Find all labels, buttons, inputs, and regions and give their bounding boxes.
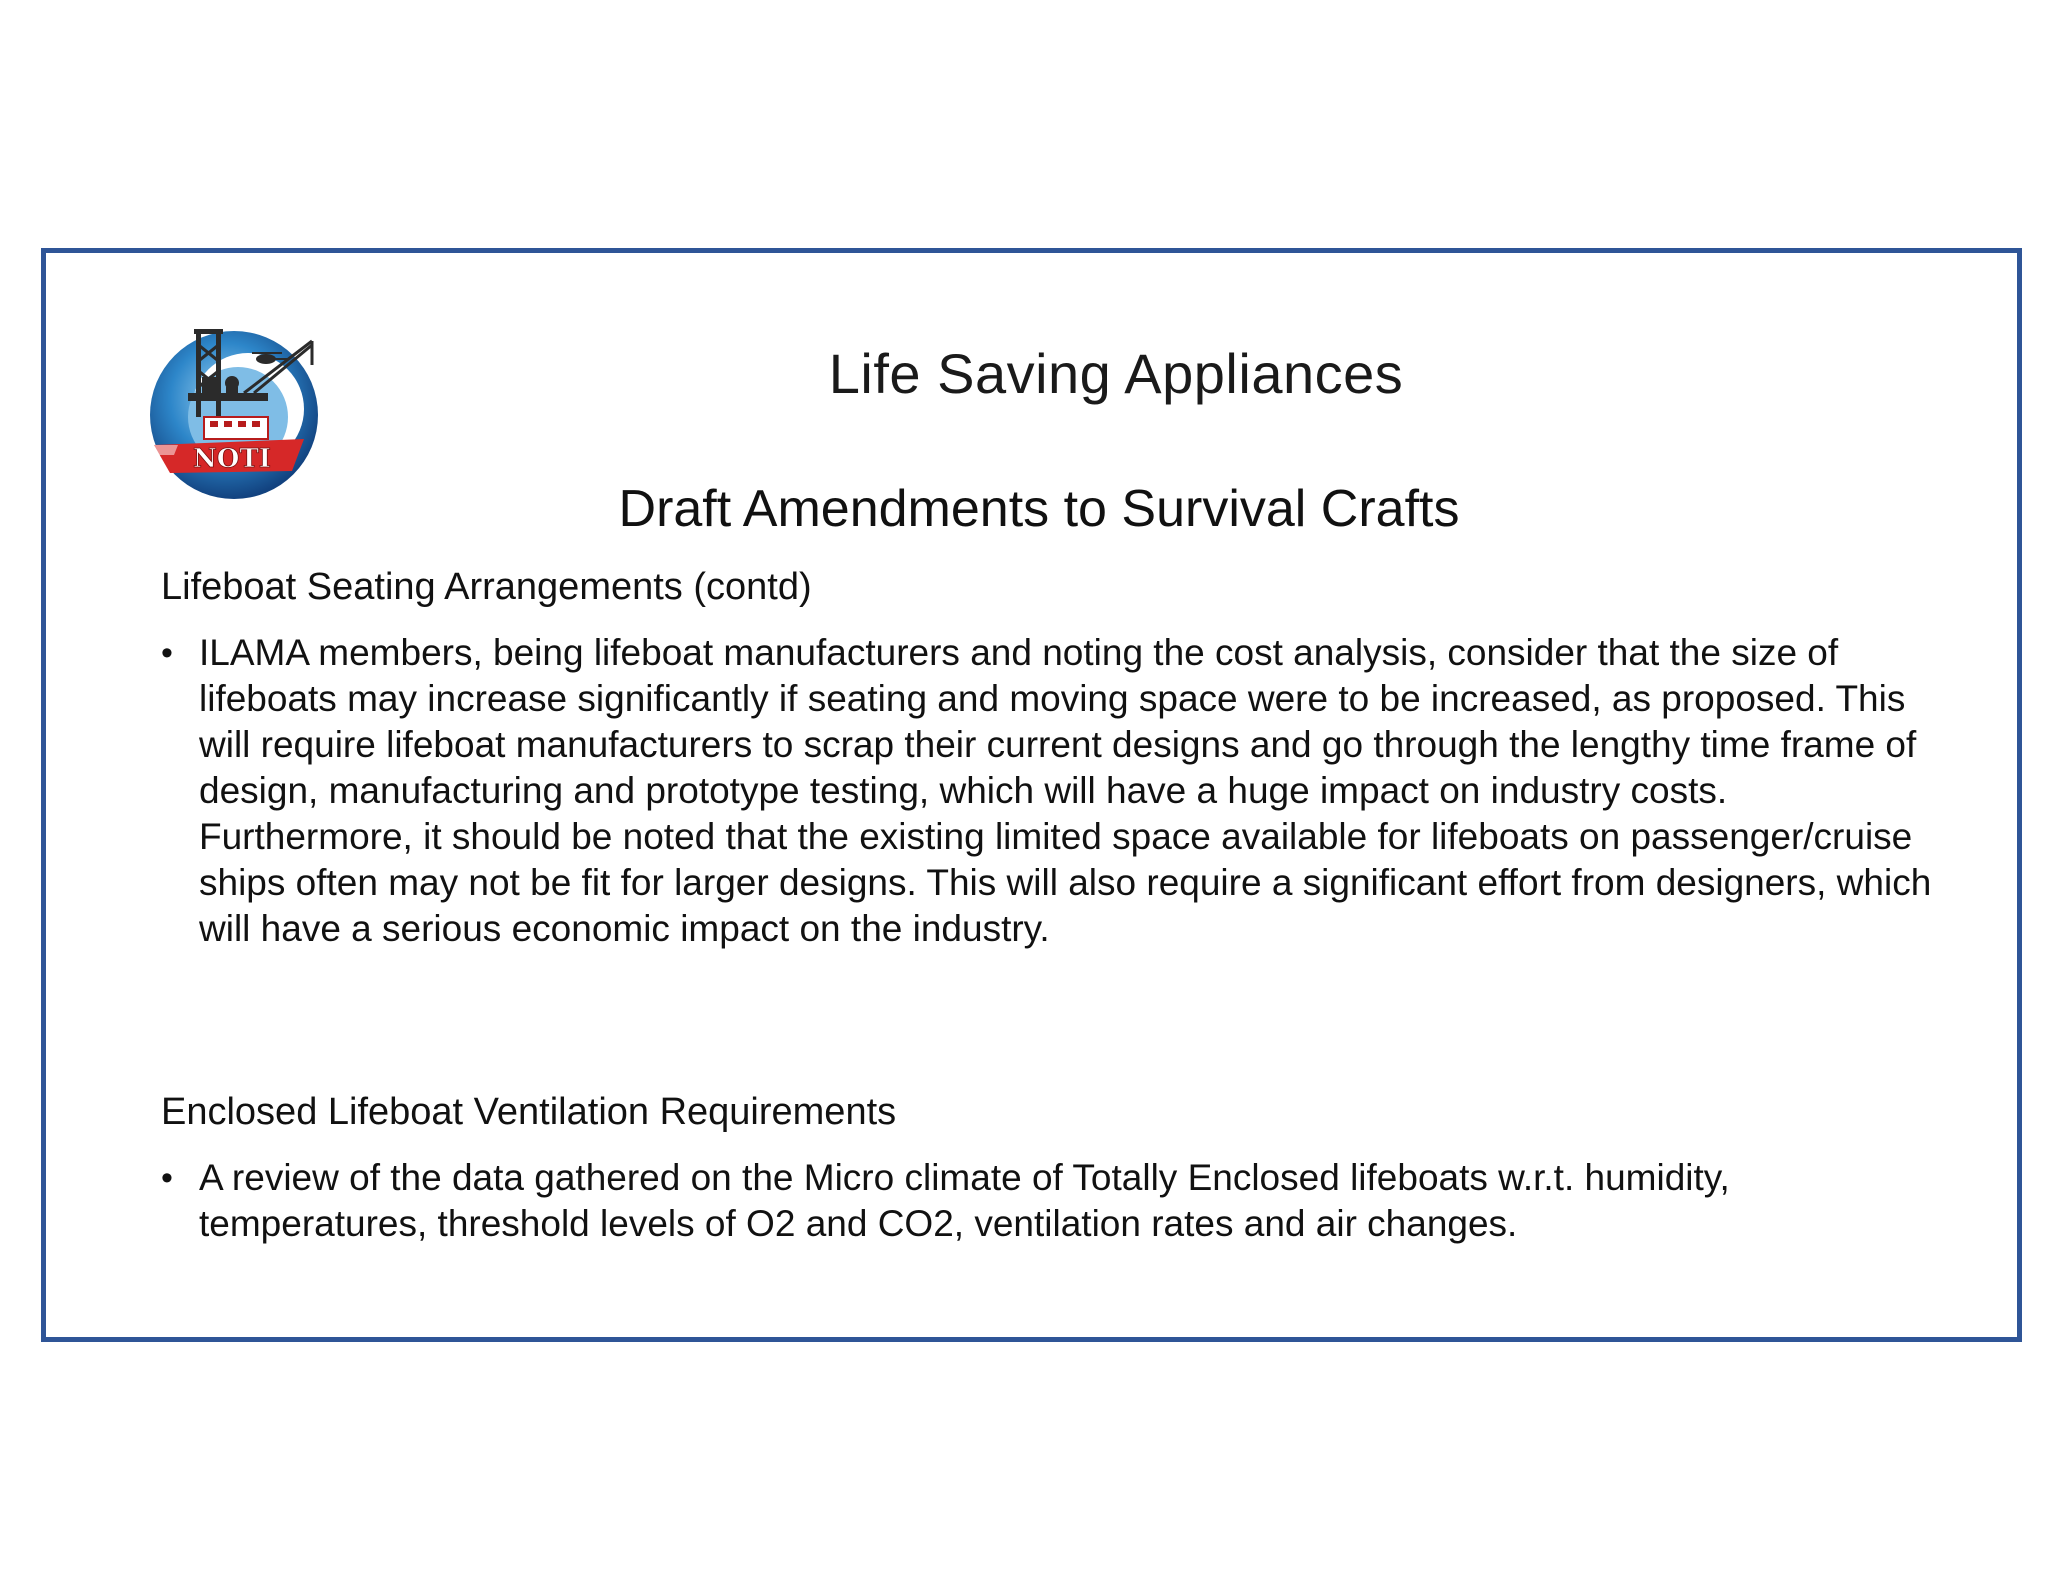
bullet-ventilation — [161, 1155, 1941, 1247]
section-heading-ventilation: Enclosed Lifeboat Ventilation Requirements — [161, 1091, 897, 1133]
logo-text: NOTI — [193, 444, 271, 474]
slide-frame — [41, 248, 2022, 1342]
bullet-text-ventilation: A review of the data gathered on the Micro climate of Totally Enclosed lifeboats w.r.t. humidity, temperatures, threshold levels of O2 and CO2, ventilation rates and air changes. — [199, 1157, 1730, 1244]
slide-subtitle: Draft Amendments to Survival Crafts — [618, 480, 1460, 538]
bullet-seating — [161, 630, 1941, 952]
bullet-text-seating: ILAMA members, being lifeboat manufacturers and noting the cost analysis, consider that the size of lifeboats may increase significantly if seating and moving space were to be increased, as proposed. This will require lifeboat manufacturers to scrap their current designs and go through the lengthy time frame of design, manufacturing and prototype testing, which will have a huge impact on industry costs. Furthermore, it should be noted that the existing limited space available for lifeboats on passenger/cruise ships often may not be fit for larger designs. This will also require a significant effort from designers, which will have a serious economic impact on the industry. — [199, 632, 1932, 949]
slide-title: Life Saving Appliances — [828, 342, 1404, 405]
bullet-marker: • — [161, 634, 173, 672]
section-heading-seating: Lifeboat Seating Arrangements (contd) — [161, 566, 812, 608]
bullet-marker: • — [161, 1159, 173, 1197]
